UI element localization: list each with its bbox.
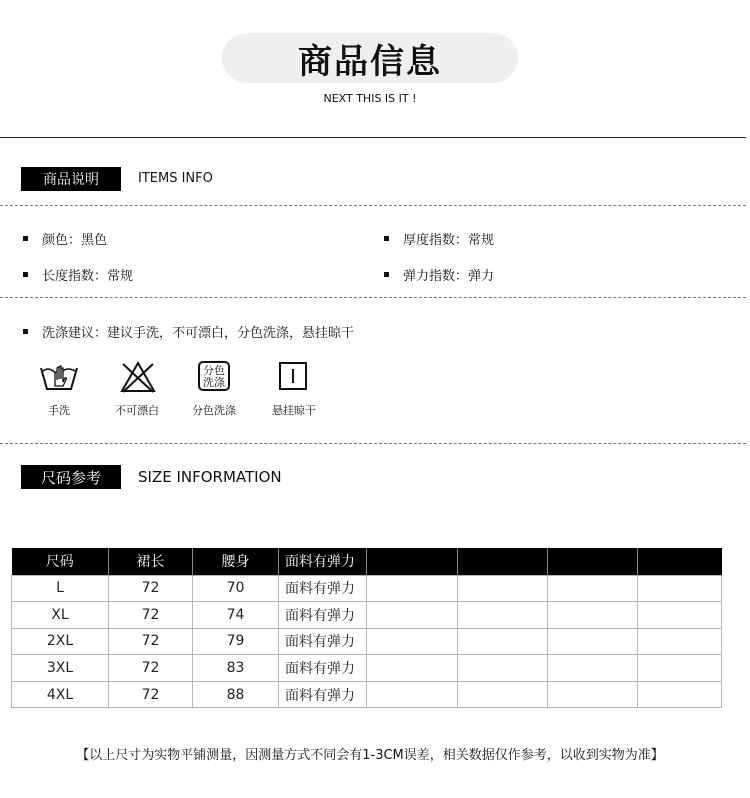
size-section-label-en: SIZE INFORMATION: [138, 468, 282, 486]
separate-wash-label: 分色洗涤: [192, 404, 236, 417]
table-cell: 88: [193, 681, 279, 708]
table-cell: XL: [12, 602, 109, 629]
table-cell: [548, 681, 638, 708]
table-cell: [458, 628, 548, 655]
measurement-note: 【以上尺寸为实物平铺测量，因测量方式不同会有1-3CM误差，相关数据仅作参考，以收到实物为准】: [76, 748, 664, 763]
page-subtitle: NEXT THIS IS IT !: [323, 92, 417, 105]
table-cell: [367, 628, 458, 655]
table-cell: 面料有弹力: [279, 655, 367, 682]
items-section-label: 商品说明: [21, 167, 121, 191]
table-cell: [638, 575, 722, 602]
size-table: [11, 548, 722, 708]
size-table-header-row: [12, 548, 722, 575]
hang-dry-icon: [263, 360, 323, 392]
table-cell: [458, 681, 548, 708]
table-cell: [548, 602, 638, 629]
table-cell: 79: [193, 628, 279, 655]
header-empty: [458, 548, 548, 575]
table-row: [12, 602, 722, 629]
table-cell: [638, 655, 722, 682]
table-cell: 面料有弹力: [279, 681, 367, 708]
attribute-elasticity: [384, 265, 494, 284]
table-cell: [638, 681, 722, 708]
hand-wash-icon: [29, 360, 89, 392]
table-cell: 72: [109, 655, 193, 682]
table-cell: [367, 602, 458, 629]
table-cell: 4XL: [12, 681, 109, 708]
table-cell: [367, 575, 458, 602]
items-divider-top: [0, 205, 746, 206]
table-cell: [367, 681, 458, 708]
wash-advice-text: 洗涤建议：建议手洗，不可漂白，分色洗涤，悬挂晾干: [42, 326, 355, 341]
attribute-elasticity-text: 弹力指数：弹力: [403, 269, 495, 284]
table-cell: 2XL: [12, 628, 109, 655]
header-waist: 腰身: [193, 548, 279, 575]
attribute-thickness-text: 厚度指数：常规: [403, 233, 495, 248]
table-row: [12, 575, 722, 602]
table-cell: [548, 575, 638, 602]
page-title: 商品信息: [298, 41, 442, 82]
svg-text:洗涤: 洗涤: [203, 376, 225, 389]
table-row: [12, 655, 722, 682]
attribute-color-text: 颜色：黑色: [42, 233, 108, 248]
bullet-square-icon: [23, 236, 28, 241]
table-cell: L: [12, 575, 109, 602]
size-section-label: 尺码参考: [21, 465, 121, 489]
attribute-length-text: 长度指数：常规: [42, 269, 134, 284]
items-section-label-en: ITEMS INFO: [138, 171, 213, 186]
header-divider: [0, 137, 746, 138]
table-row: [12, 681, 722, 708]
table-cell: [458, 575, 548, 602]
no-bleach-icon: [108, 360, 168, 394]
header-fabric: 面料有弹力: [279, 548, 367, 575]
attribute-color: [23, 229, 107, 248]
bullet-square-icon: [23, 329, 28, 334]
table-cell: 面料有弹力: [279, 628, 367, 655]
table-cell: 3XL: [12, 655, 109, 682]
table-cell: 面料有弹力: [279, 575, 367, 602]
svg-text:分色: 分色: [203, 364, 225, 377]
wash-advice: [23, 322, 354, 341]
hang-dry-label: 悬挂晾干: [272, 404, 316, 417]
table-cell: 72: [109, 602, 193, 629]
hand-wash-label: 手洗: [48, 404, 70, 417]
header-size: 尺码: [12, 548, 109, 575]
table-cell: [548, 655, 638, 682]
bullet-square-icon: [23, 272, 28, 277]
table-cell: 74: [193, 602, 279, 629]
separate-wash-icon: [184, 360, 244, 392]
attribute-length: [23, 265, 133, 284]
table-cell: 72: [109, 575, 193, 602]
no-bleach-label: 不可漂白: [115, 404, 159, 417]
table-cell: [638, 602, 722, 629]
table-cell: [548, 628, 638, 655]
table-cell: [638, 628, 722, 655]
bullet-square-icon: [384, 236, 389, 241]
table-cell: [367, 655, 458, 682]
attribute-thickness: [384, 229, 494, 248]
header-skirt-length: 裙长: [109, 548, 193, 575]
table-cell: 70: [193, 575, 279, 602]
table-cell: [458, 602, 548, 629]
table-row: [12, 628, 722, 655]
header-empty: [548, 548, 638, 575]
table-cell: 面料有弹力: [279, 602, 367, 629]
table-cell: 83: [193, 655, 279, 682]
header-title-pill: [222, 33, 518, 83]
header-empty: [367, 548, 458, 575]
header-empty: [638, 548, 722, 575]
table-cell: [458, 655, 548, 682]
table-cell: 72: [109, 681, 193, 708]
table-cell: 72: [109, 628, 193, 655]
items-divider-bottom: [0, 443, 746, 444]
items-divider-middle: [0, 297, 746, 298]
bullet-square-icon: [384, 272, 389, 277]
